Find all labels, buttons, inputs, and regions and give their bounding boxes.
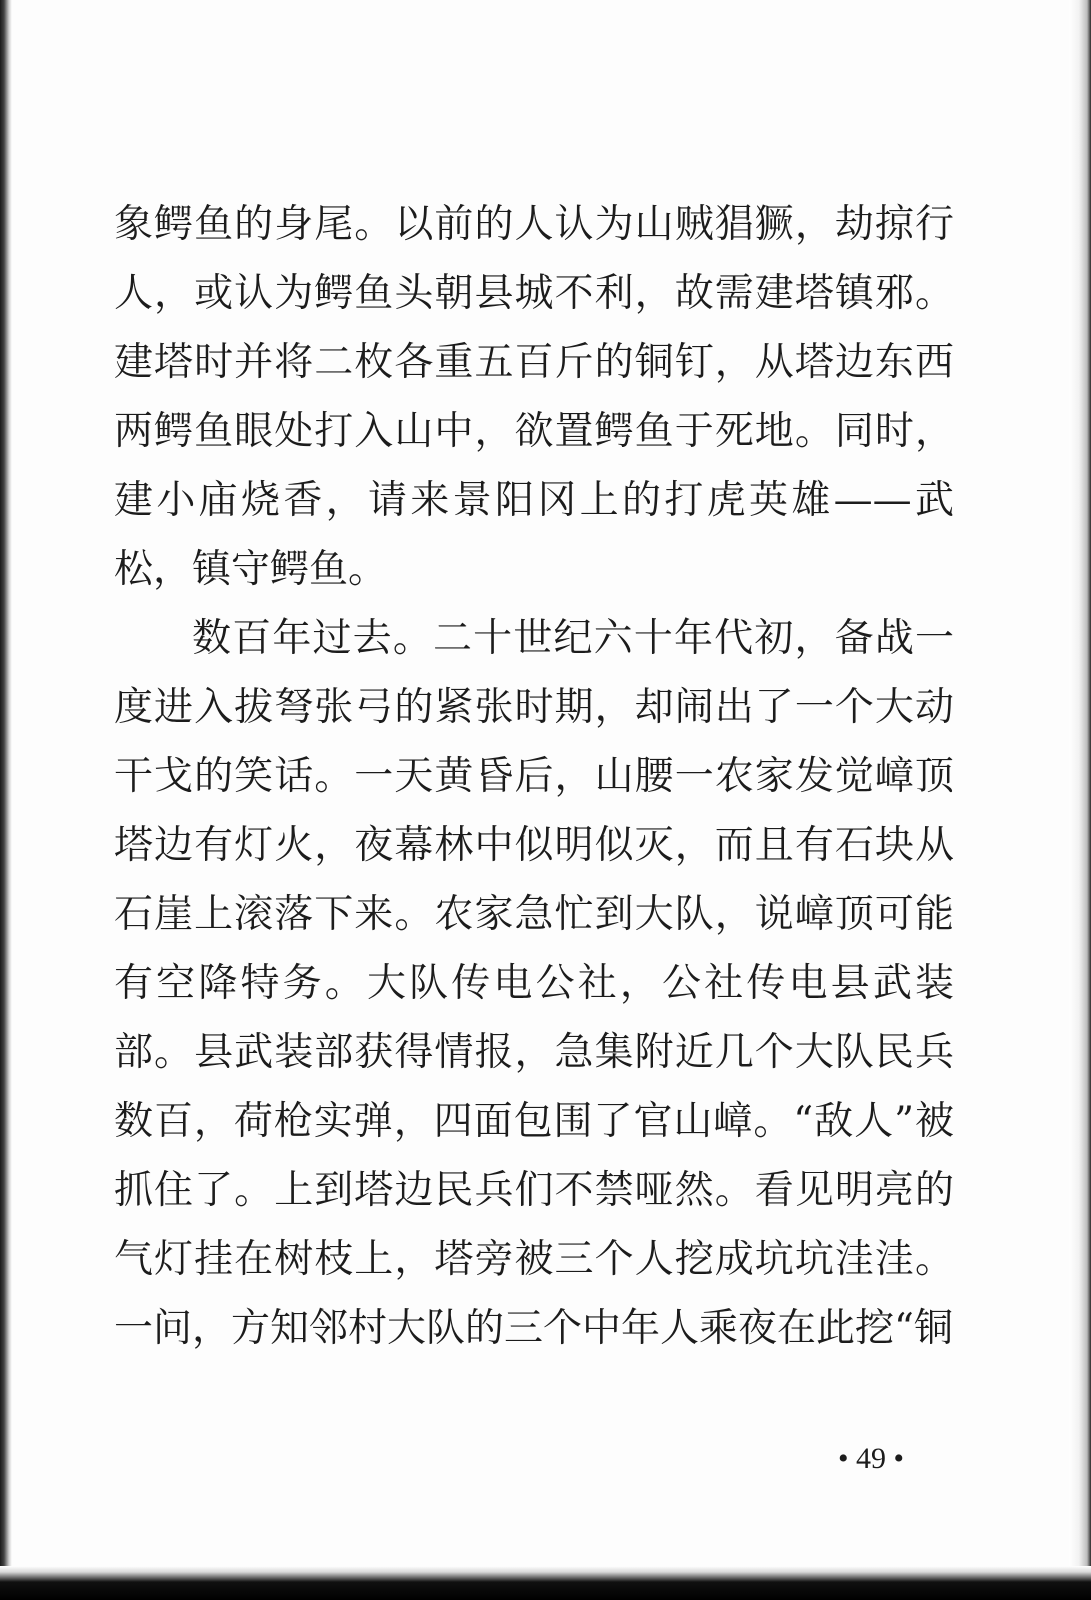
scan-edge-left <box>0 0 12 1600</box>
body-text <box>114 190 954 1363</box>
page-number: • 49 • <box>838 1442 905 1475</box>
book-page <box>12 0 1069 1566</box>
scan-edge-right <box>1069 0 1091 1600</box>
paragraph-2: 数百年过去。二十世纪六十年代初，备战一度进入拔弩张弓的紧张时期，却闹出了一个大动干戈的笑话。一天黄昏后，山腰一农家发觉嶂顶塔边有灯火，夜幕林中似明似灭，而且有石块从石崖上滚落下来。农家急忙到大队，说嶂顶可能有空降特务。大队传电公社，公社传电县武装部。县武装部获得情报，急集附近几个大队民兵数百，荷枪实弹，四面包围了官山嶂。“敌人”被抓住了。上到塔边民兵们不禁哑然。看见明亮的气灯挂在树枝上，塔旁被三个人挖成坑坑洼洼。一问，方知邻村大队的三个中年人乘夜在此挖“铜 <box>114 616 954 1351</box>
scan-edge-bottom <box>0 1566 1091 1600</box>
paragraph-1: 象鳄鱼的身尾。以前的人认为山贼猖獗，劫掠行人，或认为鳄鱼头朝县城不利，故需建塔镇邪。建塔时并将二枚各重五百斤的铜钉，从塔边东西两鳄鱼眼处打入山中，欲置鳄鱼于死地。同时，建小庙烧香，请来景阳冈上的打虎英雄——武松，镇守鳄鱼。 <box>114 202 954 592</box>
